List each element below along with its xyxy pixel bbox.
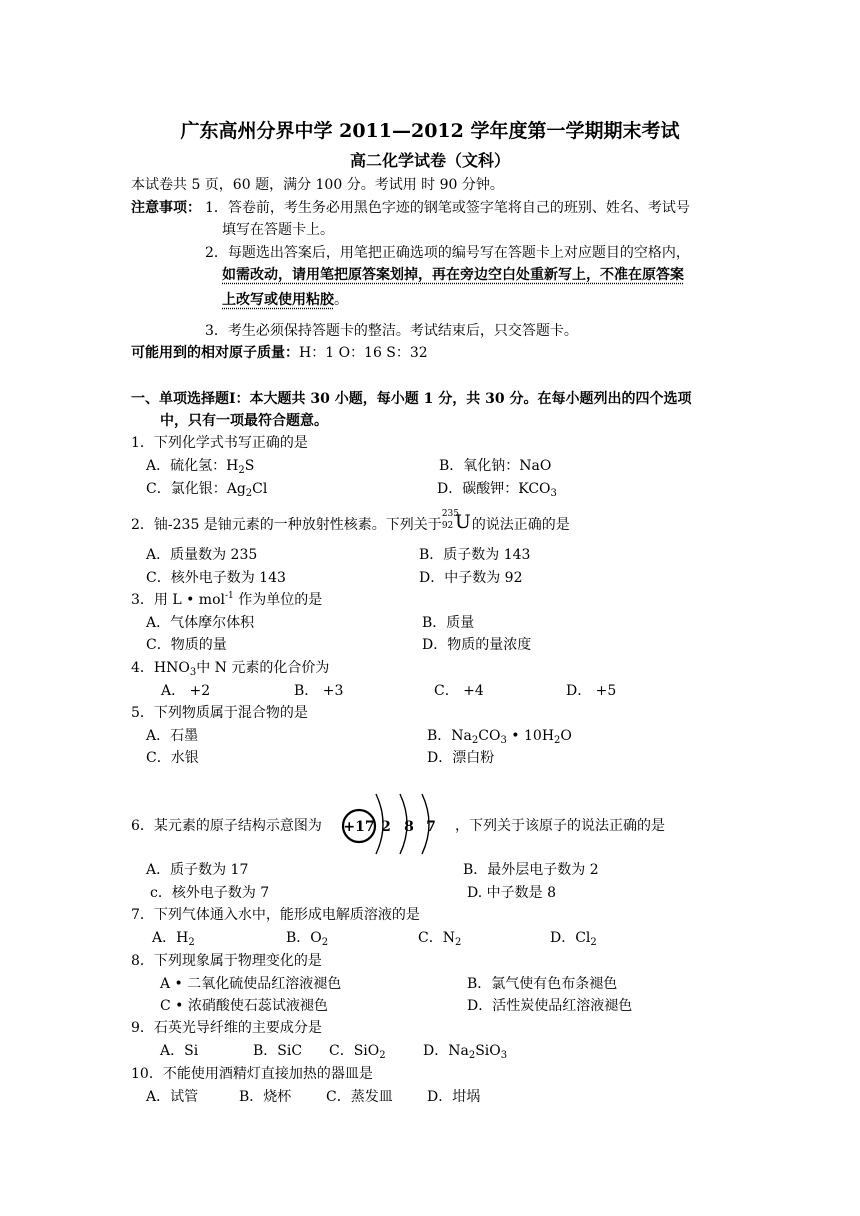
q8-option-a: A • 二氧化硫使品红溶液褪色 [160,976,342,992]
q9-option-d: D．$Na_2SiO_3$ [423,1043,508,1061]
note-1a: 1．答卷前，考生务必用黑色字迹的钢笔或签字笔将自己的班别、姓名、考试号 [205,200,690,216]
q1-option-c: C．氯化银：$Ag_2Cl$ [146,481,268,499]
q10-option-c: C．蒸发皿 [326,1089,393,1105]
q4-option-c: C． +4 [434,683,484,699]
uranium-isotope: 235 92 U [441,509,471,533]
q3-option-c: C．物质的量 [146,637,227,653]
q5-option-a: A．石墨 [146,728,199,744]
q9-option-c: C．SiO$_2$ [329,1043,386,1061]
q4-stem: 4．$HNO_3$中 N 元素的化合价为 [131,660,330,678]
atom-shell-1-electrons: 2 [381,819,391,835]
q2-option-c: C．核外电子数为 143 [146,570,286,586]
section1-line1: 一、单项选择题Ⅰ：本大题共 30 小题，每小题 1 分，共 30 分。在每小题列出的四个选项 [131,391,692,407]
q10-option-a: A．试管 [146,1089,199,1105]
q5-option-b: B．$Na_2CO_3$ • $10H_2O$ [427,728,572,746]
notes-label: 注意事项： [131,200,201,216]
q4-option-d: D． +5 [566,683,617,699]
q2-stem: 2．铀-235 是铀元素的一种放射性核素。下列关于 235 92 U 的说法正确的是 [131,509,570,533]
q10-stem: 10．不能使用酒精灯直接加热的器皿是 [131,1066,373,1082]
q1-option-a: A．硫化氢：$H_2S$ [146,458,255,476]
q3-option-b: B．质量 [422,615,475,631]
atomic-mass-label: 可能用到的相对原子质量： [131,345,299,361]
q5-option-c: C．水银 [146,750,199,766]
atom-shell-2-electrons: 8 [404,819,414,835]
q10-option-b: B．烧杯 [239,1089,292,1105]
section1-line2: 中，只有一项最符合题意。 [160,413,328,429]
q7-stem: 7．下列气体通入水中，能形成电解质溶液的是 [131,907,420,923]
q6-option-c: c．核外电子数为 7 [150,885,270,901]
q9-stem: 9．石英光导纤维的主要成分是 [131,1020,322,1036]
q8-stem: 8．下列现象属于物理变化的是 [131,953,322,969]
q8-option-b: B．氯气使有色布条褪色 [467,976,618,992]
q4-option-a: A． +2 [161,683,211,699]
q2-option-d: D．中子数为 92 [419,570,523,586]
q6-stem-post: ，下列关于该原子的说法正确的是 [455,818,665,834]
atom-shell-3-electrons: 7 [426,819,436,835]
q9-option-b: B．SiC [253,1043,303,1059]
atomic-mass-line [131,343,428,363]
q6-option-d: D. 中子数是 8 [467,885,556,901]
note-3: 3．考生必须保持答题卡的整洁。考试结束后，只交答题卡。 [205,323,578,339]
exam-subtitle: 高二化学试卷（文科） [349,151,510,170]
note-2c: 上改写或使用粘胶 [222,292,334,308]
note-2a: 2．每题选出答案后，用笔把正确选项的编号写在答题卡上对应题目的空格内， [205,245,690,261]
q9-option-a: A．Si [160,1043,199,1059]
q1-stem: 1．下列化学式书写正确的是 [131,435,308,451]
q1-option-b: B．氧化钠：NaO [439,458,552,474]
q3-option-a: A．气体摩尔体积 [146,615,255,631]
q6-option-a: A．质子数为 17 [146,862,249,878]
q7-option-c: C．$N_2$ [418,930,462,948]
q7-option-a: A．$H_2$ [152,930,195,948]
q3-stem: 3．用 L • mol$^{-1}$ 作为单位的是 [131,591,323,608]
q10-option-d: D．坩埚 [427,1089,481,1105]
q6-stem-pre: 6．某元素的原子结构示意图为 [131,818,322,834]
q8-option-c: C • 浓硝酸使石蕊试液褪色 [160,998,328,1014]
q2-option-b: B．质子数为 143 [419,547,531,563]
note-1b: 填写在答题卡上。 [222,222,334,238]
q3-option-d: D．物质的量浓度 [422,637,532,653]
note-2c-line [222,290,348,310]
q5-option-d: D．漂白粉 [427,750,495,766]
q4-option-b: B． +3 [294,683,344,699]
atom-nucleus-charge: +17 [343,819,375,835]
q7-option-b: B．$O_2$ [286,930,329,948]
q8-option-d: D．活性炭使品红溶液褪色 [467,998,633,1014]
q5-stem: 5．下列物质属于混合物的是 [131,705,308,721]
q2-option-a: A．质量数为 235 [146,547,258,563]
exam-info: 本试卷共 5 页，60 题，满分 100 分。考试用 时 90 分钟。 [131,177,504,193]
atomic-mass-values: H：1 O：16 S：32 [299,345,428,361]
q7-option-d: D．$Cl_2$ [550,930,597,948]
exam-title: 广东高州分界中学 2011—2012 学年度第一学期期末考试 [180,120,680,142]
q6-option-b: B．最外层电子数为 2 [463,862,599,878]
note-2c-end: 。 [334,292,348,308]
q1-option-d: D．碳酸钾：$KCO_3$ [437,481,557,499]
note-2b: 如需改动，请用笔把原答案划掉，再在旁边空白处重新写上，不准在原答案 [222,267,684,283]
atom-structure-diagram [338,790,450,856]
